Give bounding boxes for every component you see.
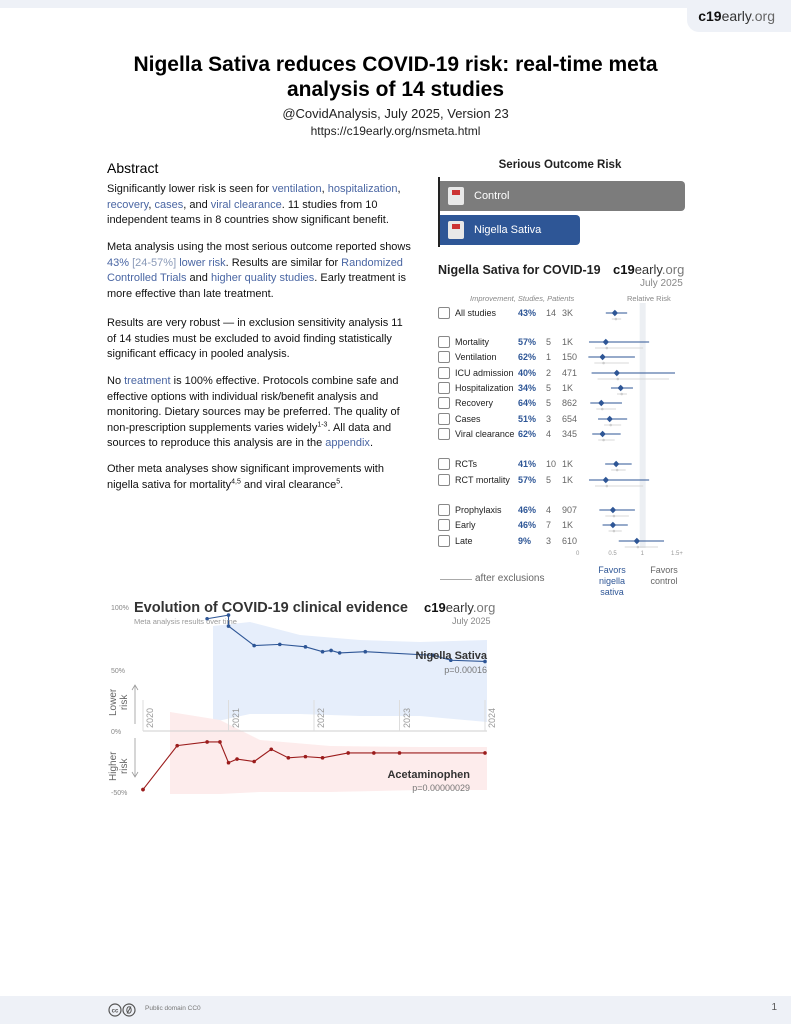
row-studies: 5 <box>546 398 552 408</box>
forest-tick-label: 1.5+ <box>671 551 683 557</box>
series-point <box>141 788 145 792</box>
forest-header-left: Improvement, Studies, Patients <box>470 294 575 303</box>
treatment-link[interactable]: treatment <box>124 375 171 387</box>
row-improvement: 51% <box>518 414 537 424</box>
row-studies: 5 <box>546 475 552 485</box>
series-point <box>304 645 308 649</box>
series-point <box>269 748 273 752</box>
row-patients: 1K <box>562 383 574 393</box>
svg-text:cc: cc <box>111 1008 119 1015</box>
series-point <box>372 751 376 755</box>
row-label: Ventilation <box>455 352 497 362</box>
row-patients: 862 <box>562 398 578 408</box>
row-improvement: 64% <box>518 398 537 408</box>
byline: @CovidAnalysis, July 2025, Version 23 <box>282 106 509 121</box>
series-point <box>364 650 368 654</box>
row-improvement: 62% <box>518 429 537 439</box>
row-label: Hospitalization <box>455 383 514 393</box>
year-label: 2022 <box>316 707 326 728</box>
row-label: All studies <box>455 308 497 318</box>
series-point <box>483 751 487 755</box>
abstract-heading: Abstract <box>107 160 159 176</box>
series-a-pvalue: p=0.00016 <box>444 665 487 675</box>
year-label: 2024 <box>487 707 497 728</box>
row-studies: 5 <box>546 383 552 393</box>
recovery-link[interactable]: recovery <box>107 198 149 211</box>
row-patients: 150 <box>562 352 578 362</box>
row-studies: 14 <box>546 308 557 318</box>
row-patients: 1K <box>562 337 574 347</box>
abstract-paragraph-2: Meta analysis using the most serious outcome reported shows 43% [24-57%] lower risk. Results are similar for Randomized Controlled Trials and higher quality studies. Early treatment is more effective than late treatment. <box>107 241 411 300</box>
year-label: 2023 <box>401 707 412 728</box>
series-b-pvalue: p=0.00000029 <box>412 783 470 793</box>
series-point <box>321 650 325 654</box>
row-label: Early <box>455 520 476 530</box>
forest-header-right: Relative Risk <box>627 294 671 303</box>
row-improvement: 40% <box>518 368 537 378</box>
series-point <box>175 744 179 748</box>
row-studies: 1 <box>546 352 552 362</box>
series-point <box>398 751 402 755</box>
forest-tick-label: 0 <box>576 551 580 557</box>
higher-risk-label: Higher risk <box>108 751 130 781</box>
row-studies: 4 <box>546 505 552 515</box>
evolution-date: July 2025 <box>452 616 491 626</box>
hospitalization-link[interactable]: hospitalization <box>327 183 398 195</box>
forest-brand: c19early.org <box>613 262 685 277</box>
serious-outcome-title: Serious Outcome Risk <box>498 159 622 171</box>
row-patients: 3K <box>562 308 574 318</box>
row-improvement: 34% <box>518 383 537 393</box>
series-point <box>252 760 256 764</box>
row-label: RCT mortality <box>455 475 510 485</box>
row-improvement: 43% <box>518 308 537 318</box>
series-point <box>205 740 209 744</box>
abstract-paragraph-3: Results are very robust — in exclusion sensitivity analysis 11 of 14 studies must be excluded to avoid finding statistically significant efficacy in pooled analysis. <box>107 317 403 360</box>
evolution-brand: c19early.org <box>424 600 496 615</box>
license-text: Public domain CC0 <box>145 1005 201 1012</box>
treatment-bar: Nigella Sativa <box>440 215 580 245</box>
row-studies: 3 <box>546 414 552 424</box>
row-studies: 5 <box>546 337 552 347</box>
page-title: Nigella Sativa reduces COVID-19 risk: real-time meta analysis of 14 studies <box>133 53 658 101</box>
row-improvement: 46% <box>518 520 537 530</box>
year-label: 2020 <box>145 707 155 728</box>
evolution-subtitle: Meta analysis results over time <box>134 617 237 626</box>
series-a-name: Nigella Sativa <box>415 650 487 662</box>
forest-date: July 2025 <box>640 278 683 289</box>
evolution-title: Evolution of COVID-19 clinical evidence <box>134 600 408 616</box>
row-patients: 1K <box>562 520 574 530</box>
forest-tick-label: 0.5 <box>608 551 617 557</box>
lower-risk-label: Lower risk <box>108 688 130 716</box>
year-label: 2021 <box>230 707 241 728</box>
lower-risk-link[interactable]: lower risk <box>179 256 226 269</box>
abstract-paragraph-4: No treatment is 100% effective. Protocols combine safe and effective options with individual risk/benefit analysis and monitoring. Dietary sources may be preferred. The quality of non-prescription supplements varies widely$^{1-3}$. All data and sources to reproduce this analysis are in the appendix. <box>107 375 400 449</box>
appendix-link[interactable]: appendix <box>325 437 370 449</box>
row-patients: 610 <box>562 536 578 546</box>
y-label-50: 50% <box>111 668 126 675</box>
series-point <box>338 651 342 655</box>
row-label: Prophylaxis <box>455 505 502 515</box>
series-point <box>227 761 231 765</box>
row-improvement: 62% <box>518 352 537 362</box>
ventilation-link[interactable]: ventilation <box>272 183 322 195</box>
row-studies: 7 <box>546 520 552 530</box>
abstract-paragraph-1: Significantly lower risk is seen for ventilation, hospitalization, recovery, cases, and viral clearance. 11 studies from 10 independent teams in 8 countries show significant benefit. <box>107 183 401 226</box>
row-improvement: 46% <box>518 505 537 515</box>
y-label-neg50: -50% <box>111 790 128 797</box>
row-label: Mortality <box>455 337 490 347</box>
abstract-paragraph-5: Other meta analyses show significant improvements with nigella sativa for mortality$^{4,5}$ and viral clearance$^5$. <box>107 463 384 491</box>
public-domain-icon[interactable] <box>108 1003 138 1017</box>
row-improvement: 57% <box>518 475 537 485</box>
series-point <box>218 740 222 744</box>
row-improvement: 41% <box>518 459 537 469</box>
site-brand[interactable]: c19early.org <box>698 8 775 24</box>
forest-tick-label: 1 <box>640 551 644 557</box>
series-point <box>278 643 282 647</box>
row-studies: 2 <box>546 368 552 378</box>
row-label: Recovery <box>455 398 494 408</box>
row-studies: 3 <box>546 536 552 546</box>
row-improvement: 57% <box>518 337 537 347</box>
row-patients: 907 <box>562 505 578 515</box>
row-patients: 1K <box>562 475 574 485</box>
cases-link[interactable]: cases <box>154 198 184 211</box>
series-point <box>252 644 256 648</box>
row-patients: 471 <box>562 368 578 378</box>
favors-treatment-label: Favors nigella sativa <box>598 565 626 597</box>
row-label: ICU admission <box>455 368 514 378</box>
row-label: Late <box>455 536 473 546</box>
row-label: Viral clearance <box>455 429 515 439</box>
row-studies: 10 <box>546 459 557 469</box>
series-b-name: Acetaminophen <box>387 769 470 781</box>
row-label: Cases <box>455 414 481 424</box>
row-improvement: 9% <box>518 536 532 546</box>
rct-link[interactable]: Randomized Controlled Trials <box>107 256 403 284</box>
y-label-0: 0% <box>111 729 122 736</box>
control-bar: Control <box>440 181 685 211</box>
row-patients: 345 <box>562 429 578 439</box>
after-exclusions-label: after exclusions <box>475 573 545 584</box>
row-studies: 4 <box>546 429 552 439</box>
series-point <box>329 649 333 653</box>
forest-title: Nigella Sativa for COVID-19 <box>438 263 601 277</box>
series-point <box>304 755 308 759</box>
series-point <box>287 756 291 760</box>
y-label-100: 100% <box>111 605 129 612</box>
series-point <box>346 751 350 755</box>
higher-quality-link[interactable]: higher quality studies <box>210 272 315 284</box>
viral-clearance-link[interactable]: viral clearance <box>210 198 282 211</box>
favors-control-label: Favors control <box>650 565 678 586</box>
row-patients: 654 <box>562 414 578 424</box>
page-url[interactable]: https://c19early.org/nsmeta.html <box>310 124 481 138</box>
series-point <box>235 757 239 761</box>
page-number: 1 <box>771 1002 777 1013</box>
series-point <box>321 756 325 760</box>
row-label: RCTs <box>455 459 477 469</box>
row-patients: 1K <box>562 459 574 469</box>
